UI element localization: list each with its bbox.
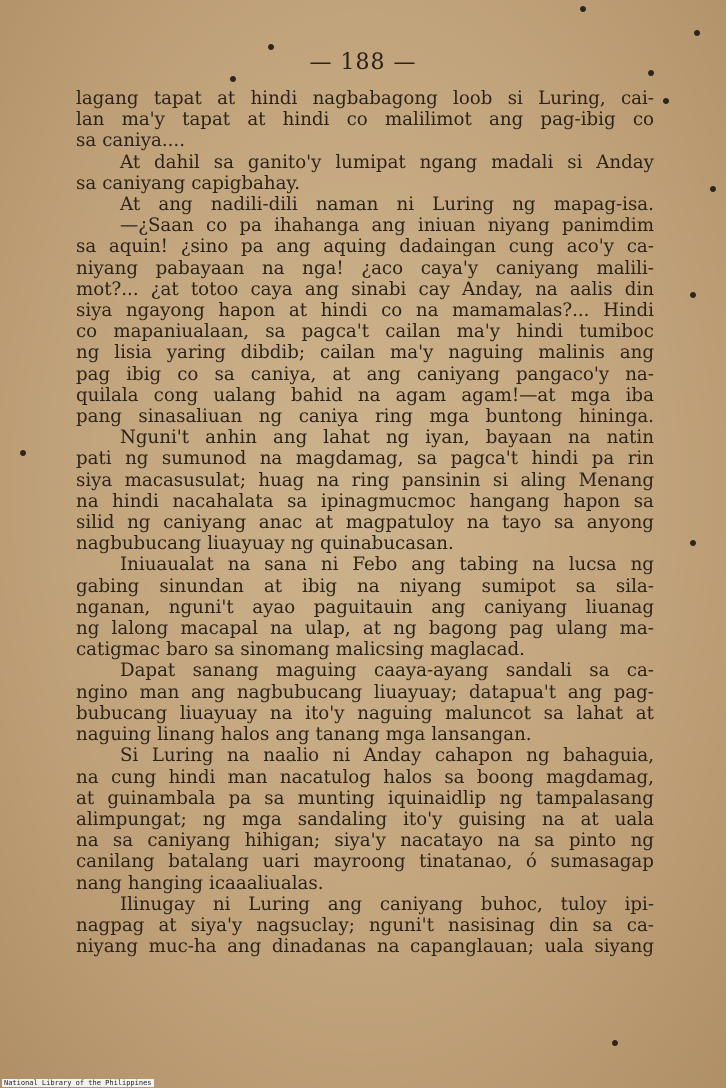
text-line: pang sinasaliuan ng caniya ring mga buntong hininga. [76, 406, 654, 428]
text-line: naguing linang halos ang tanang mga lansangan. [76, 724, 532, 746]
ink-speck [690, 540, 696, 546]
text-line: nagbubucang liuayuay ng quinabucasan. [76, 533, 454, 555]
text-line: Iniuaualat na sana ni Febo ang tabing na lucsa ng [120, 554, 654, 576]
text-line: nganan, nguni't ayao paguitauin ang caniyang liuanag [76, 596, 654, 618]
page-number: — 188 — [309, 50, 417, 75]
text-line: sa caniya.... [76, 130, 185, 152]
text-line: na cung hindi man nacatulog halos sa boong magdamag, [76, 766, 654, 788]
ink-speck [690, 292, 696, 298]
text-line: bubucang liuayuay na ito'y naguing maluncot sa lahat at [76, 702, 654, 724]
text-line: siya macasusulat; huag na ring pansinin si aling Menang [76, 469, 654, 491]
text-line: na hindi nacahalata sa ipinagmucmoc hangang hapon sa [76, 490, 654, 512]
text-line: At dahil sa ganito'y lumipat ngang madali si Anday [120, 151, 654, 173]
ink-speck [230, 76, 236, 82]
text-line: silid ng caniyang anac at magpatuloy na tayo sa anyong [76, 512, 654, 534]
text-line: gabing sinundan at ibig na niyang sumipot sa sila- [76, 575, 654, 597]
text-line: ng lalong macapal na ulap, at ng bagong pag ulang ma- [76, 618, 654, 640]
text-line: ng lisia yaring dibdib; cailan ma'y naguing malinis ang [76, 342, 654, 364]
text-line: sa caniyang capigbahay. [76, 172, 301, 194]
text-line: Nguni't anhin ang lahat ng iyan, bayaan na natin [120, 427, 654, 449]
text-line: Dapat sanang maguing caaya-ayang sandali sa ca- [120, 660, 654, 682]
text-line: quilala cong ualang bahid na agam agam!—at mga iba [76, 384, 654, 406]
text-line: catigmac baro sa sinomang malicsing maglacad. [76, 639, 525, 661]
ink-speck [694, 30, 700, 36]
body-text [76, 88, 654, 957]
text-line: Si Luring na naalio ni Anday cahapon ng bahaguia, [120, 745, 654, 767]
text-line: pag ibig co sa caniya, at ang caniyang pangaco'y na- [76, 363, 654, 385]
ink-speck [20, 450, 26, 456]
footer-credit: National Library of the Philippines [4, 1079, 152, 1087]
text-line: ngino man ang nagbubucang liuayuay; datapua't ang pag- [76, 681, 654, 703]
text-line: co mapaniualaan, sa pagca't cailan ma'y hindi tumiboc [76, 321, 654, 343]
text-line: sa aquin! ¿sino pa ang aquing dadaingan cung aco'y ca- [76, 236, 654, 258]
text-line: At ang nadili-dili naman ni Luring ng mapag-isa. [120, 194, 654, 216]
text-line: lagang tapat at hindi nagbabagong loob si Luring, cai- [76, 88, 654, 109]
text-line: niyang pabayaan na nga! ¿aco caya'y caniyang malili- [76, 257, 654, 279]
text-line: pati ng sumunod na magdamag, sa pagca't hindi pa rin [76, 448, 654, 470]
text-line: na sa caniyang hihigan; siya'y nacatayo na sa pinto ng [76, 830, 654, 852]
text-line: nang hanging icaaaliualas. [76, 872, 324, 894]
text-line: nagpag at siya'y nagsuclay; nguni't nasisinag din sa ca- [76, 914, 654, 936]
page-fold-mark [0, 0, 95, 52]
text-line: at guinambala pa sa munting iquinaidlip ng tampalasang [76, 787, 654, 809]
ink-speck [710, 186, 716, 192]
ink-speck [580, 6, 586, 12]
text-line: canilang batalang uari mayroong tinatanao, ó sumasagap [76, 851, 654, 873]
text-line: niyang muc-ha ang dinadanas na capanglauan; uala siyang [76, 936, 654, 958]
text-line: lan ma'y tapat at hindi co malilimot ang pag-ibig co [76, 109, 654, 131]
ink-speck [663, 98, 669, 104]
text-line: siya ngayong hapon at hindi co na mamamalas?... Hindi [76, 300, 654, 322]
text-line: mot?... ¿at totoo caya ang sinabi cay Anday, na aalis din [76, 278, 654, 300]
ink-speck [612, 1040, 618, 1046]
text-line: alimpungat; ng mga sandaling ito'y guising na at uala [76, 808, 654, 830]
text-line: Ilinugay ni Luring ang caniyang buhoc, tuloy ipi- [120, 893, 654, 915]
text-line: —¿Saan co pa ihahanga ang iniuan niyang panimdim [120, 215, 654, 237]
